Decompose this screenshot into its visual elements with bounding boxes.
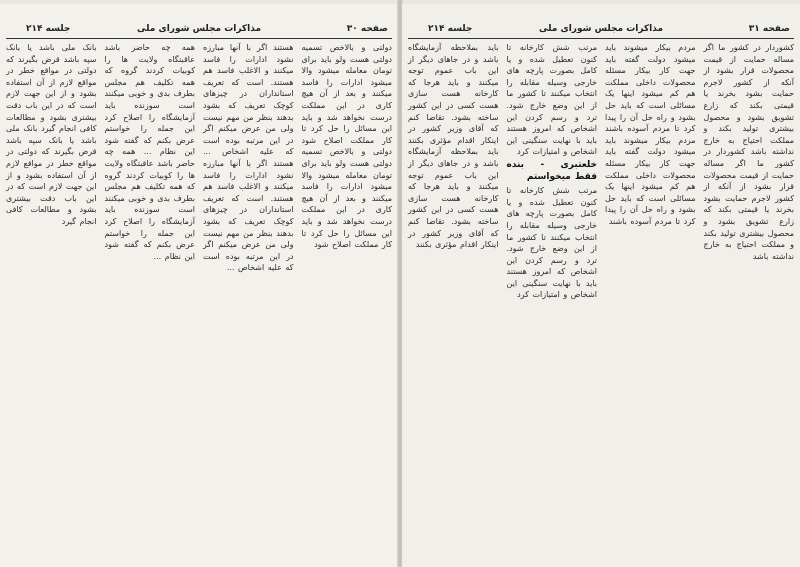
header-rule <box>6 38 392 39</box>
text-column: باید بملاحظه آزمایشگاه باشد و در جاهای دیگر از این باب عموم توجه میکنند و باید هرجا که کارخانه هست سازی هست کسی در این کشور ساخته بشود. تقاضا کنم که آقای وزیر کشور در اینکار اقدام مؤثری بکنند باید بملاحظه آزمایشگاه باشد و در جاهای دیگر از این باب عموم توجه میکنند و باید هرجا که کارخانه هست سازی هست کسی در این کشور ساخته بشود. تقاضا کنم که آقای وزیر کشور در اینکار اقدام مؤثری بکنند <box>408 43 499 250</box>
page-header <box>408 24 794 38</box>
right-page <box>402 4 800 567</box>
text-columns <box>408 42 794 301</box>
text-column: هستند اگر با آنها مبارزه نشود ادارات را فاسد میکنند و الاغلب فاسد هم هستند. است که تعریف استانداران در چیزهای کوچک تعریف که بشود بدهند بنظر من مهم نیست ولی من عرض میکنم اگر در این مرتبه بوده است که علیه اشخاص ... هستند اگر با آنها مبارزه نشود ادارات را فاسد میکنند و الاغلب فاسد هم هستند. است که تعریف استانداران در چیزهای کوچک تعریف که بشود بدهند بنظر من مهم نیست ولی من عرض میکنم اگر در این مرتبه بوده است که علیه اشخاص ... <box>203 43 294 273</box>
session-number: جلسه ۲۱۴ <box>26 24 71 34</box>
page-number: صفحه ۳۱ <box>748 24 790 34</box>
running-title: مذاکرات مجلس شورای ملی <box>136 24 262 34</box>
column-text: مرتب شش کارخانه تا کنون تعطیل شده و یا کامل بصورت پارچه های خارجی وسیله مقابله را انتخاب میکنند تا کشور ما از این وضع خارج شود. ترد و رسم کردن این اشخاص که امروز هستند باید با نهایت سنگینی این اشخاص و امتیازات کرد <box>506 186 597 300</box>
page-header <box>6 24 392 38</box>
header-rule <box>408 38 794 39</box>
text-column: مردم بیکار میشوند باید میشود دولت گفته باید جهت کار بیکار مسئله محصولات داخلی مملکت هم کم میشود اینها یک مسائلی است که باید حل بشود و راه حل آن را پیدا کرد تا مردم آسوده باشند مردم بیکار میشوند باید میشود دولت گفته باید جهت کار بیکار مسئله محصولات داخلی مملکت هم کم میشود اینها یک مسائلی است که باید حل بشود و راه حل آن را پیدا کرد تا مردم آسوده باشند <box>605 43 696 226</box>
text-column: دولتی و بالاخص تسمیه دولتی هست ولو باید برای تومان معامله میشود والا میشود ادارات را فاسد میکنند و بعد از آن هیچ کاری در این مملکت درست نخواهد شد و باید این مسائل را حل کرد تا کار مملکت اصلاح شود دولتی و بالاخص تسمیه دولتی هست ولو باید برای تومان معامله میشود والا میشود ادارات را فاسد میکنند و بعد از آن هیچ کاری در این مملکت درست نخواهد شد و باید این مسائل را حل کرد تا کار مملکت اصلاح شود <box>301 43 392 250</box>
text-column: کشوردار در کشور ما اگر مساله حمایت از قیمت محصولات قرار بشود از آنکه از کشور لاجرم حمایت بشود بخرند یا قیمتی بکند که زارع تشویق بشود و محصول بیشتری تولید بکند و مملکت احتیاج به خارج نداشته باشد کشوردار در کشور ما اگر مساله حمایت از قیمت محصولات قرار بشود از آنکه از کشور لاجرم حمایت بشود بخرند یا قیمتی بکند که زارع تشویق بشود و محصول بیشتری تولید بکند و مملکت احتیاج به خارج نداشته باشد <box>703 43 794 261</box>
speaker-heading: خلعتبری - بنده فقط میخواستم <box>506 159 597 182</box>
running-title: مذاکرات مجلس شورای ملی <box>538 24 664 34</box>
text-column: همه چه حاضر باشد عاقبتگاه ولایت ها را کوبیات کردند گروه که همه تکلیف هم مجلس بطرف بدی و خوبی میکنند است سوزنده باید آزمایشگاه را اصلاح کرد این جمله را خواستم عرض بکنم که گفته شود این نظام ... همه چه حاضر باشد عاقبتگاه ولایت ها را کوبیات کردند گروه که همه تکلیف هم مجلس بطرف بدی و خوبی میکنند است سوزنده باید آزمایشگاه را اصلاح کرد این جمله را خواستم عرض بکنم که گفته شود این نظام ... <box>104 43 195 261</box>
session-number: جلسه ۲۱۴ <box>428 24 473 34</box>
text-column: بانک ملی باشد یا بانک سپه باشد قرض بگیرند که دولتی در مواقع خطر در مواقع لازم از آن استفاده بشود و از این جهت لازم است که در این باب دقت بیشتری بشود و مطالعات کافی انجام گیرد بانک ملی باشد یا بانک سپه باشد قرض بگیرند که دولتی در مواقع خطر در مواقع لازم از آن استفاده بشود و از این جهت لازم است که در این باب دقت بیشتری بشود و مطالعات کافی انجام گیرد <box>6 43 97 226</box>
left-page <box>0 4 398 567</box>
text-columns <box>6 42 392 274</box>
page-number: صفحه ۳۰ <box>346 24 388 34</box>
text-column <box>507 42 598 301</box>
column-text: مرتب شش کارخانه تا کنون تعطیل شده و یا کامل بصورت پارچه های خارجی وسیله مقابله را انتخاب میکنند تا کشور ما از این وضع خارج شود. ترد و رسم کردن این اشخاص که امروز هستند باید با نهایت سنگینی این اشخاص و امتیازات کرد <box>506 43 597 157</box>
